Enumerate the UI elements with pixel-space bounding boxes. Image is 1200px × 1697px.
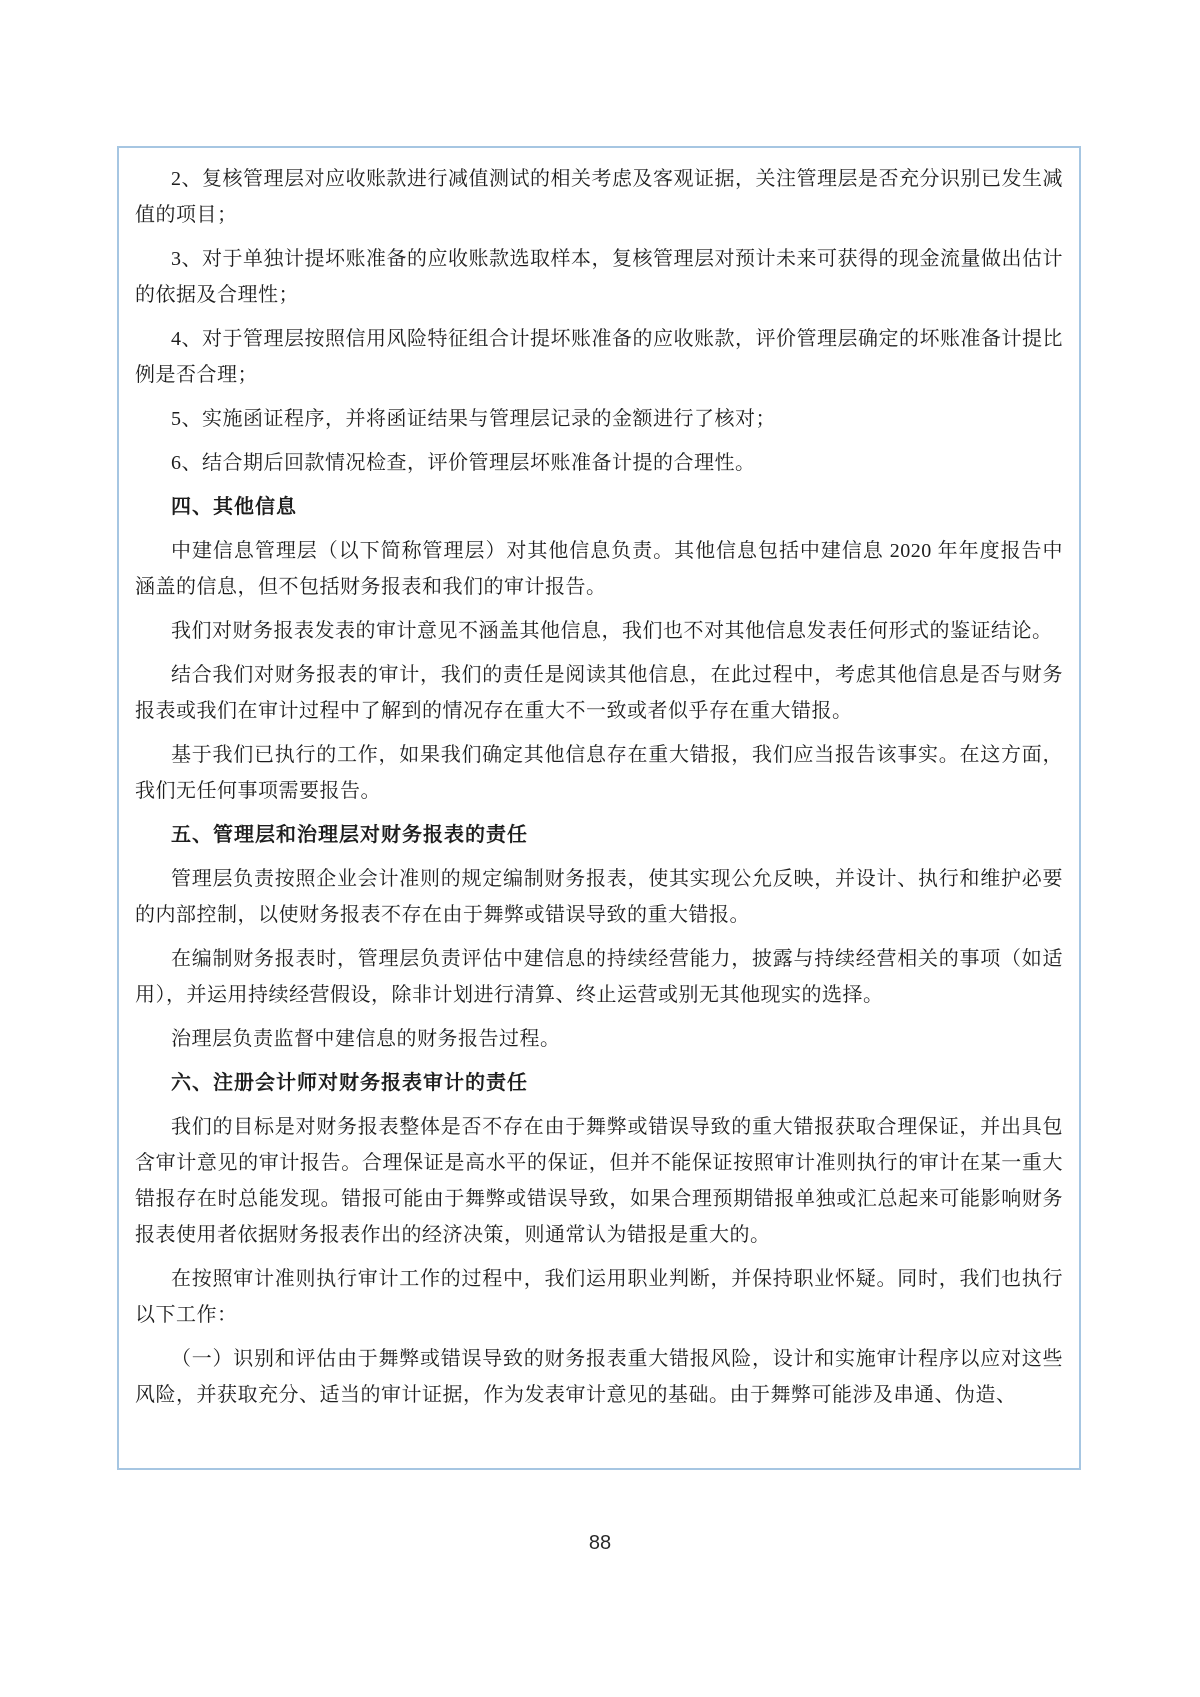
paragraph: 治理层负责监督中建信息的财务报告过程。 (171, 1028, 561, 1050)
paragraph: 我们的目标是对财务报表整体是否不存在由于舞弊或错误导致的重大错报获取合理保证，并出具包含审计意见的审计报告。合理保证是高水平的保证，但并不能保证按照审计准则执行的审计在某一重大错报存在时总能发现。错报可能由于舞弊或错误导致，如果合理预期错报单独或汇总起来可能影响财务报表使用者依据财务报表作出的经济决策，则通常认为错报是重大的。 (135, 1116, 1063, 1246)
page-footer (0, 1532, 1200, 1555)
list-item-2: 2、复核管理层对应收账款进行减值测试的相关考虑及客观证据，关注管理层是否充分识别已发生减值的项目； (135, 168, 1063, 226)
paragraph: 结合我们对财务报表的审计，我们的责任是阅读其他信息，在此过程中，考虑其他信息是否与财务报表或我们在审计过程中了解到的情况存在重大不一致或者似乎存在重大错报。 (135, 664, 1063, 722)
paragraph: 基于我们已执行的工作，如果我们确定其他信息存在重大错报，我们应当报告该事实。在这方面，我们无任何事项需要报告。 (135, 744, 1063, 802)
paragraph: 在按照审计准则执行审计工作的过程中，我们运用职业判断，并保持职业怀疑。同时，我们也执行以下工作： (135, 1268, 1063, 1326)
paragraph: 管理层负责按照企业会计准则的规定编制财务报表，使其实现公允反映，并设计、执行和维护必要的内部控制，以使财务报表不存在由于舞弊或错误导致的重大错报。 (135, 868, 1063, 926)
list-item-4: 4、对于管理层按照信用风险特征组合计提坏账准备的应收账款，评价管理层确定的坏账准备计提比例是否合理； (135, 328, 1063, 386)
paragraph: 在编制财务报表时，管理层负责评估中建信息的持续经营能力，披露与持续经营相关的事项（如适用），并运用持续经营假设，除非计划进行清算、终止运营或别无其他现实的选择。 (135, 948, 1063, 1006)
section-heading-auditor-responsibility: 六、注册会计师对财务报表审计的责任 (171, 1072, 528, 1094)
list-item-3: 3、对于单独计提坏账准备的应收账款选取样本，复核管理层对预计未来可获得的现金流量做出估计的依据及合理性； (135, 248, 1063, 306)
paragraph: （一）识别和评估由于舞弊或错误导致的财务报表重大错报风险，设计和实施审计程序以应对这些风险，并获取充分、适当的审计证据，作为发表审计意见的基础。由于舞弊可能涉及串通、伪造、 (135, 1348, 1063, 1406)
text-frame (117, 146, 1081, 1470)
list-item-5: 5、实施函证程序，并将函证结果与管理层记录的金额进行了核对； (171, 408, 776, 430)
section-heading-other-information: 四、其他信息 (171, 496, 297, 518)
section-heading-management-responsibility: 五、管理层和治理层对财务报表的责任 (171, 824, 528, 846)
list-item-6: 6、结合期后回款情况检查，评价管理层坏账准备计提的合理性。 (171, 452, 756, 474)
paragraph: 我们对财务报表发表的审计意见不涵盖其他信息，我们也不对其他信息发表任何形式的鉴证结论。 (171, 620, 1053, 642)
page-number: 88 (588, 1532, 612, 1554)
paragraph: 中建信息管理层（以下简称管理层）对其他信息负责。其他信息包括中建信息 2020 年年度报告中涵盖的信息，但不包括财务报表和我们的审计报告。 (135, 540, 1063, 598)
